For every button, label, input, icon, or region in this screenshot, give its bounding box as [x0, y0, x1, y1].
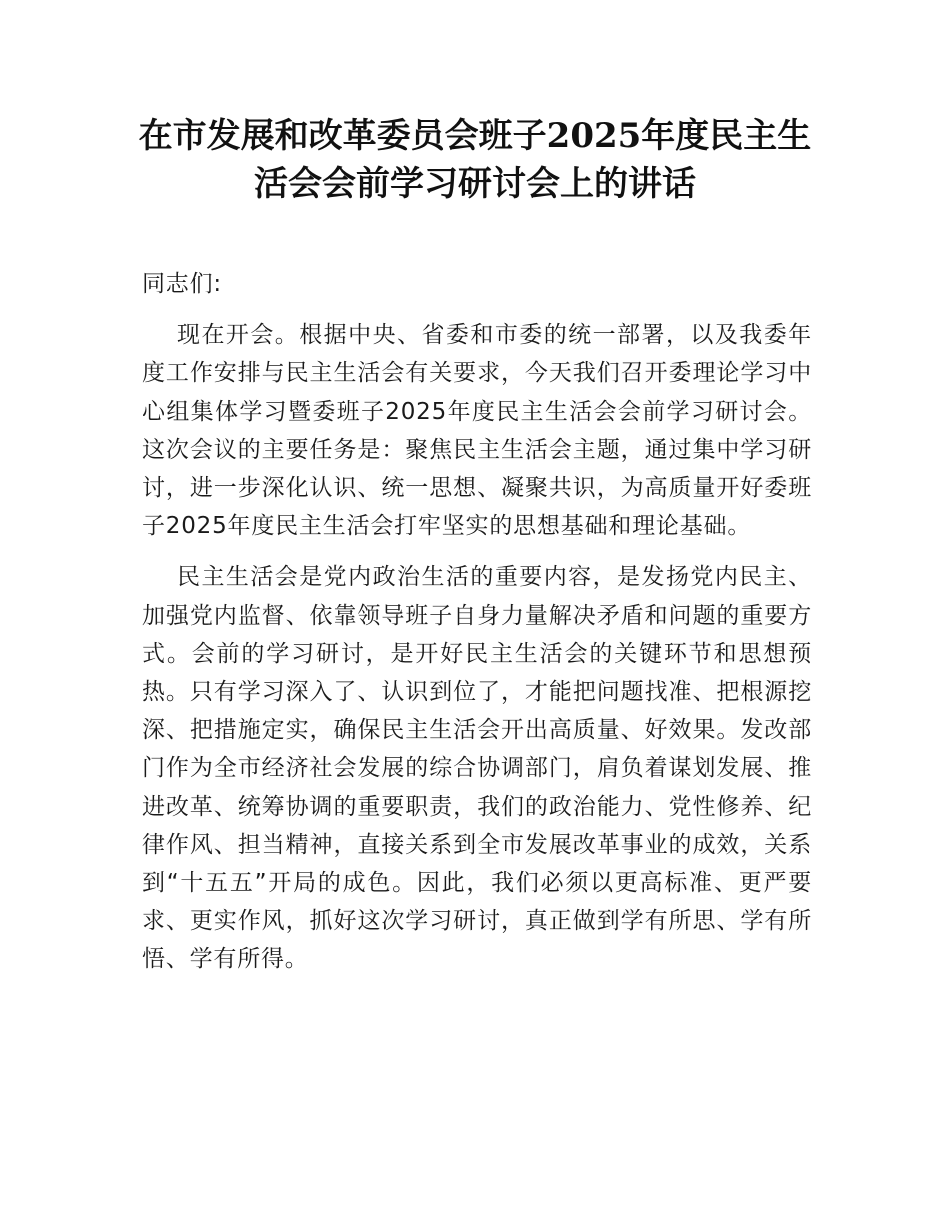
salutation: 同志们:	[142, 271, 222, 297]
title-line-1: 在市发展和改革委员会班子2025年度民主生	[138, 116, 812, 156]
title-line-2: 活会会前学习研讨会上的讲话	[254, 164, 696, 204]
document-title	[100, 112, 850, 208]
document-body	[142, 265, 812, 979]
paragraph-significance: 民主生活会是党内政治生活的重要内容，是发扬党内民主、加强党内监督、依靠领导班子自身力量解决矛盾和问题的重要方式。会前的学习研讨，是开好民主生活会的关键环节和思想预热。只有学习深入了、认识到位了，才能把问题找准、把根源挖深、把措施定实，确保民主生活会开出高质量、好效果。发改部门作为全市经济社会发展的综合协调部门，肩负着谋划发展、推进改革、统筹协调的重要职责，我们的政治能力、党性修养、纪律作风、担当精神，直接关系到全市发展改革事业的成效，关系到“十五五”开局的成色。因此，我们必须以更高标准、更严要求、更实作风，抓好这次学习研讨，真正做到学有所思、学有所悟、学有所得。	[142, 564, 812, 973]
paragraph-opening: 现在开会。根据中央、省委和市委的统一部署，以及我委年度工作安排与民主生活会有关要求，今天我们召开委理论学习中心组集体学习暨委班子2025年度民主生活会会前学习研讨会。这次会议的主要任务是：聚焦民主生活会主题，通过集中学习研讨，进一步深化认识、统一思想、凝聚共识，为高质量开好委班子2025年度民主生活会打牢坚实的思想基础和理论基础。	[142, 322, 812, 540]
